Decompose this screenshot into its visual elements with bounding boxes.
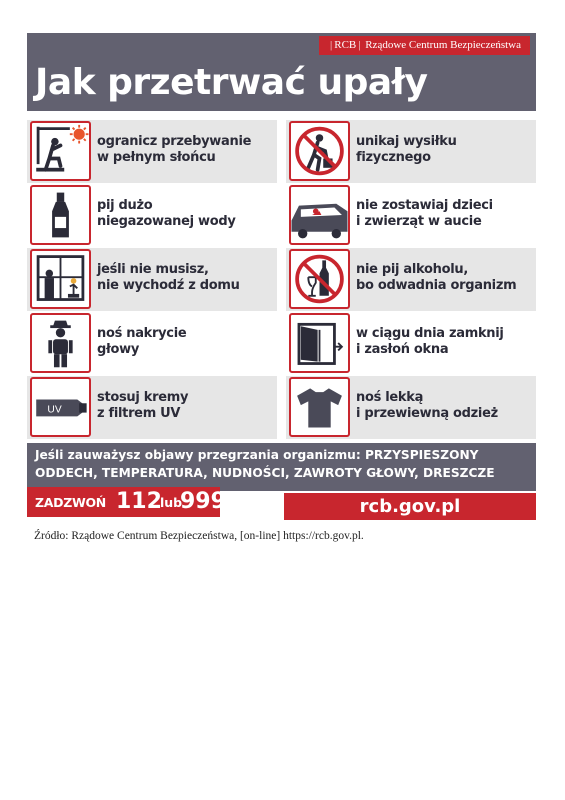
water-bottle-icon xyxy=(30,185,91,245)
poster-header xyxy=(27,33,536,111)
hat-person-icon xyxy=(30,313,91,373)
heat-safety-poster xyxy=(27,33,536,520)
tip-clothes xyxy=(286,376,536,439)
brand-name: Rządowe Centrum Bezpieczeństwa xyxy=(365,39,521,51)
tip-sun xyxy=(27,120,277,183)
tip-window xyxy=(286,312,536,375)
emergency-number-999: 999 xyxy=(180,489,226,514)
tip-line1: noś nakrycie xyxy=(97,326,187,341)
tip-line2: niegazowanej wody xyxy=(97,214,236,229)
tip-line1: jeśli nie musisz, xyxy=(97,262,209,277)
tip-line2: bo odwadnia organizm xyxy=(356,278,517,293)
tip-line1: stosuj kremy xyxy=(97,390,189,405)
call-or: lub xyxy=(160,495,183,510)
rcb-brand-badge: | RCB | Rządowe Centrum Bezpieczeństwa xyxy=(319,36,530,55)
page-title: Jak przetrwać upały xyxy=(35,62,428,103)
tip-line1: unikaj wysiłku xyxy=(356,134,457,149)
tip-uv xyxy=(27,376,277,439)
call-label: ZADZWOŃ xyxy=(35,495,106,510)
tip-line1: ogranicz przebywanie xyxy=(97,134,252,149)
uv-label: UV xyxy=(47,404,62,416)
tip-line1: nie pij alkoholu, xyxy=(356,262,468,277)
tip-line1: noś lekką xyxy=(356,390,424,405)
overheating-warning xyxy=(27,443,536,491)
no-exertion-icon xyxy=(289,121,350,181)
emergency-call-box xyxy=(27,487,226,517)
tip-water xyxy=(27,184,277,247)
tip-line2: i przewiewną odzież xyxy=(356,406,498,421)
tip-line2: i zasłoń okna xyxy=(356,342,449,357)
emergency-number-112: 112 xyxy=(116,489,162,514)
source-citation: Źródło: Rządowe Centrum Bezpieczeństwa, [on-line] https://rcb.gov.pl. xyxy=(34,530,364,542)
tip-line2: głowy xyxy=(97,342,140,357)
tip-line2: fizycznego xyxy=(356,150,431,165)
website-link[interactable]: rcb.gov.pl xyxy=(284,493,536,520)
no-alcohol-icon xyxy=(289,249,350,309)
tip-alcohol xyxy=(286,248,536,311)
child-in-car-icon xyxy=(289,185,350,245)
tip-exertion xyxy=(286,120,536,183)
tip-line2: w pełnym słońcu xyxy=(97,150,216,165)
close-window-icon xyxy=(289,313,350,373)
tip-line2: i zwierząt w aucie xyxy=(356,214,482,229)
light-shirt-icon xyxy=(289,377,350,437)
tip-line1: w ciągu dnia zamknij xyxy=(356,326,504,341)
stay-home-window-icon xyxy=(30,249,91,309)
warning-line1: Jeśli zauważysz objawy przegrzania organizmu: PRZYSPIESZONY xyxy=(35,448,479,462)
sun-shade-icon xyxy=(30,121,91,181)
warning-line2: ODDECH, TEMPERATURA, NUDNOŚCI, ZAWROTY GŁOWY, DRESZCZE xyxy=(35,466,495,480)
uv-cream-icon xyxy=(30,377,91,437)
tip-line2: z filtrem UV xyxy=(97,406,181,421)
tip-car xyxy=(286,184,536,247)
brand-abbr: RCB xyxy=(334,39,357,51)
tip-line1: pij dużo xyxy=(97,198,153,213)
tip-hat xyxy=(27,312,277,375)
tip-line2: nie wychodź z domu xyxy=(97,278,240,293)
tip-line1: nie zostawiaj dzieci xyxy=(356,198,493,213)
tip-home xyxy=(27,248,277,311)
